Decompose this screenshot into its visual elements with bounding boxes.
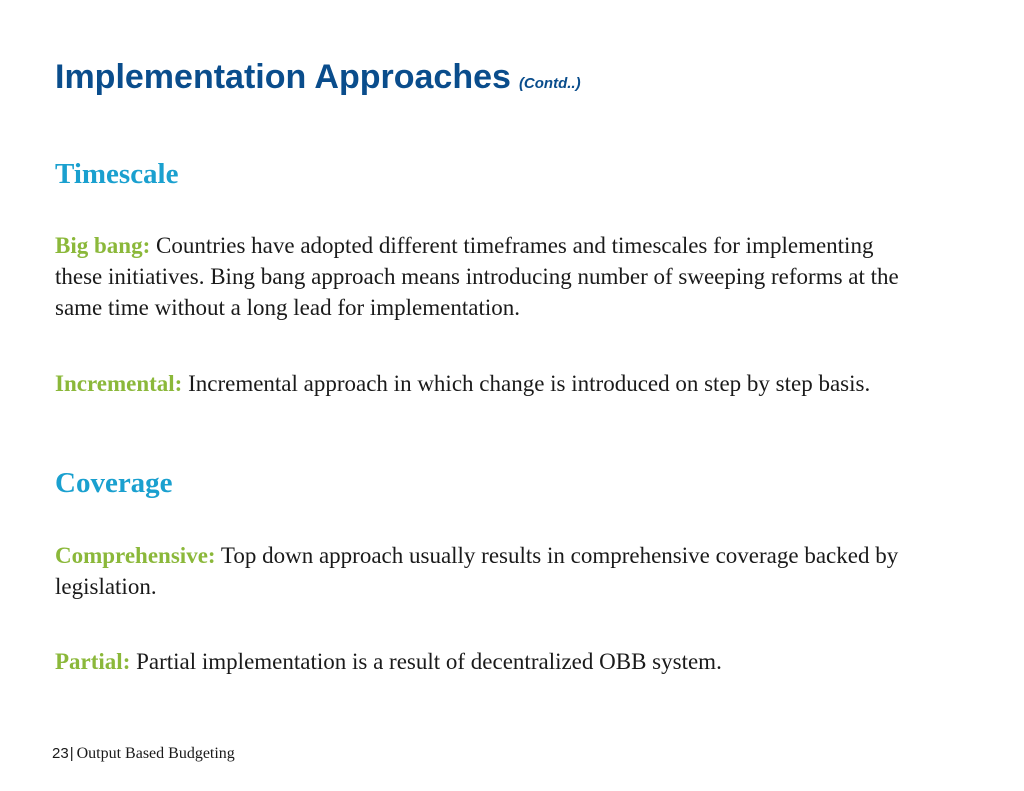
paragraph-comprehensive (55, 540, 925, 602)
description-big-bang: Countries have adopted different timeframes and timescales for implementing these initiatives. Bing bang approach means introducing number of sweeping reforms at the same time without a long lead for implementation. (55, 233, 899, 320)
term-big-bang: Big bang: (55, 233, 151, 258)
page-number: 23 (52, 745, 69, 762)
page-title-suffix: (Contd..) (518, 75, 581, 92)
section-heading-coverage: Coverage (55, 467, 173, 499)
term-incremental: Incremental: (55, 371, 183, 396)
page-title (55, 58, 581, 97)
paragraph-incremental (55, 368, 925, 399)
term-comprehensive: Comprehensive: (55, 543, 216, 568)
paragraph-big-bang (55, 230, 925, 323)
footer (52, 745, 235, 763)
term-partial: Partial: (55, 649, 131, 674)
footer-text: Output Based Budgeting (76, 745, 235, 762)
paragraph-partial (55, 646, 925, 677)
description-partial: Partial implementation is a result of decentralized OBB system. (136, 649, 722, 674)
description-comprehensive: Top down approach usually results in comprehensive coverage backed by legislation. (55, 543, 899, 599)
footer-separator: | (69, 745, 74, 762)
description-incremental: Incremental approach in which change is introduced on step by step basis. (188, 371, 871, 396)
page-title-text: Implementation Approaches (55, 58, 511, 96)
section-heading-timescale: Timescale (55, 158, 179, 190)
